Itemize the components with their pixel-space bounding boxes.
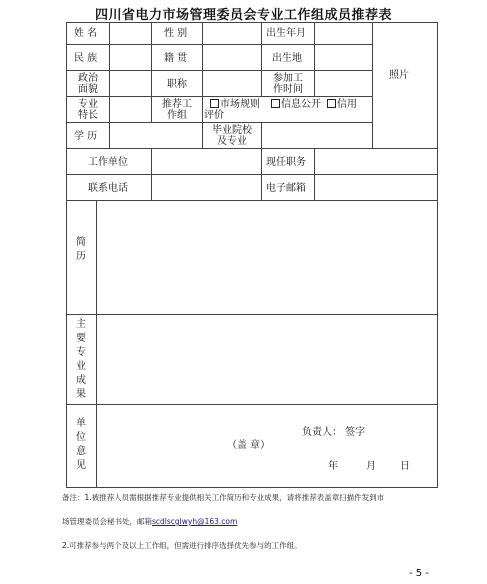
seal-label: （盖 章） [227, 440, 271, 451]
note-line-3: 2.可推荐参与两个及以上工作组，但需进行排序选择优先参与的工作组。 [62, 541, 302, 550]
political-label-1: 政治 [78, 73, 98, 84]
email-link[interactable]: scdlscglwyh@163.com [152, 517, 238, 526]
group-option-credit-rating-2: 评价 [204, 110, 224, 121]
achievements-value-cell[interactable] [96, 314, 438, 405]
birthplace-value-cell[interactable] [314, 44, 373, 71]
resume-label: 简历 [76, 237, 86, 262]
ethnicity-value-cell[interactable] [109, 44, 152, 71]
school-value-cell[interactable] [261, 122, 373, 149]
phone-label: 联系电话 [88, 183, 128, 194]
employer-label: 工作单位 [88, 157, 128, 168]
education-label: 学 历 [74, 131, 98, 142]
specialty-label-1: 专业 [78, 99, 98, 110]
birth-value-cell[interactable] [314, 22, 373, 45]
specialty-value-cell[interactable] [109, 96, 152, 123]
email-value-cell[interactable] [314, 174, 438, 201]
gender-value-cell[interactable] [202, 22, 262, 45]
date-year: 年 [328, 461, 338, 472]
political-label-2: 面貌 [78, 84, 98, 95]
group-option-credit-rating-1[interactable]: 信用 [327, 99, 357, 110]
date-day: 日 [400, 461, 410, 472]
native-place-label: 籍 贯 [164, 53, 188, 64]
position-value-cell[interactable] [314, 148, 438, 175]
group-label-1: 推荐工 [162, 99, 192, 110]
school-label-2: 及专业 [217, 136, 247, 147]
note-line-1: 备注：1.被推荐人员需根据推荐专业提供相关工作简历和专业成果，请将推荐表盖章扫描件发到市 [62, 493, 385, 502]
work-start-label-1: 参加工 [273, 73, 303, 84]
education-value-cell[interactable] [109, 122, 203, 149]
gender-label: 性 别 [164, 28, 188, 39]
group-label-2: 作组 [167, 110, 187, 121]
ethnicity-label: 民 族 [74, 53, 98, 64]
position-label: 现任职务 [266, 157, 306, 168]
birthplace-label: 出生地 [272, 53, 302, 64]
birth-label: 出生年月 [266, 28, 306, 39]
phone-value-cell[interactable] [151, 174, 262, 201]
title-rank-value-cell[interactable] [202, 70, 262, 97]
group-option-market-rules[interactable]: 市场规则 [210, 99, 260, 110]
employer-value-cell[interactable] [151, 148, 262, 175]
note-line-2: 场管理委员会秘书处，邮箱scdlscglwyh@163.com [62, 517, 238, 526]
native-place-value-cell[interactable] [202, 44, 262, 71]
email-label: 电子邮箱 [266, 183, 306, 194]
work-start-value-cell[interactable] [314, 70, 373, 97]
specialty-label-2: 特长 [78, 110, 98, 121]
group-option-info-disclosure[interactable]: 信息公开 [271, 99, 321, 110]
achievements-label: 主要专业成果 [76, 319, 86, 400]
page-number: - 5 - [409, 568, 429, 579]
school-label-1: 毕业院校 [212, 125, 252, 136]
form-title: 四川省电力市场管理委员会专业工作组成员推荐表 [94, 8, 392, 23]
checkbox-icon[interactable] [271, 99, 280, 108]
resume-value-cell[interactable] [96, 200, 438, 315]
work-start-label-2: 作时间 [273, 84, 303, 95]
name-label: 姓 名 [74, 28, 98, 39]
title-rank-label: 职称 [167, 79, 187, 90]
date-month: 月 [366, 461, 376, 472]
photo-label: 照片 [389, 70, 409, 81]
unit-opinion-label: 单位意见 [76, 418, 86, 471]
photo-cell [372, 22, 438, 149]
checkbox-icon[interactable] [210, 99, 219, 108]
person-in-charge-signature: 负责人： 签字 [302, 427, 366, 438]
checkbox-icon[interactable] [327, 99, 336, 108]
recommendation-form [66, 22, 438, 488]
political-value-cell[interactable] [109, 70, 152, 97]
name-value-cell[interactable] [109, 22, 152, 45]
